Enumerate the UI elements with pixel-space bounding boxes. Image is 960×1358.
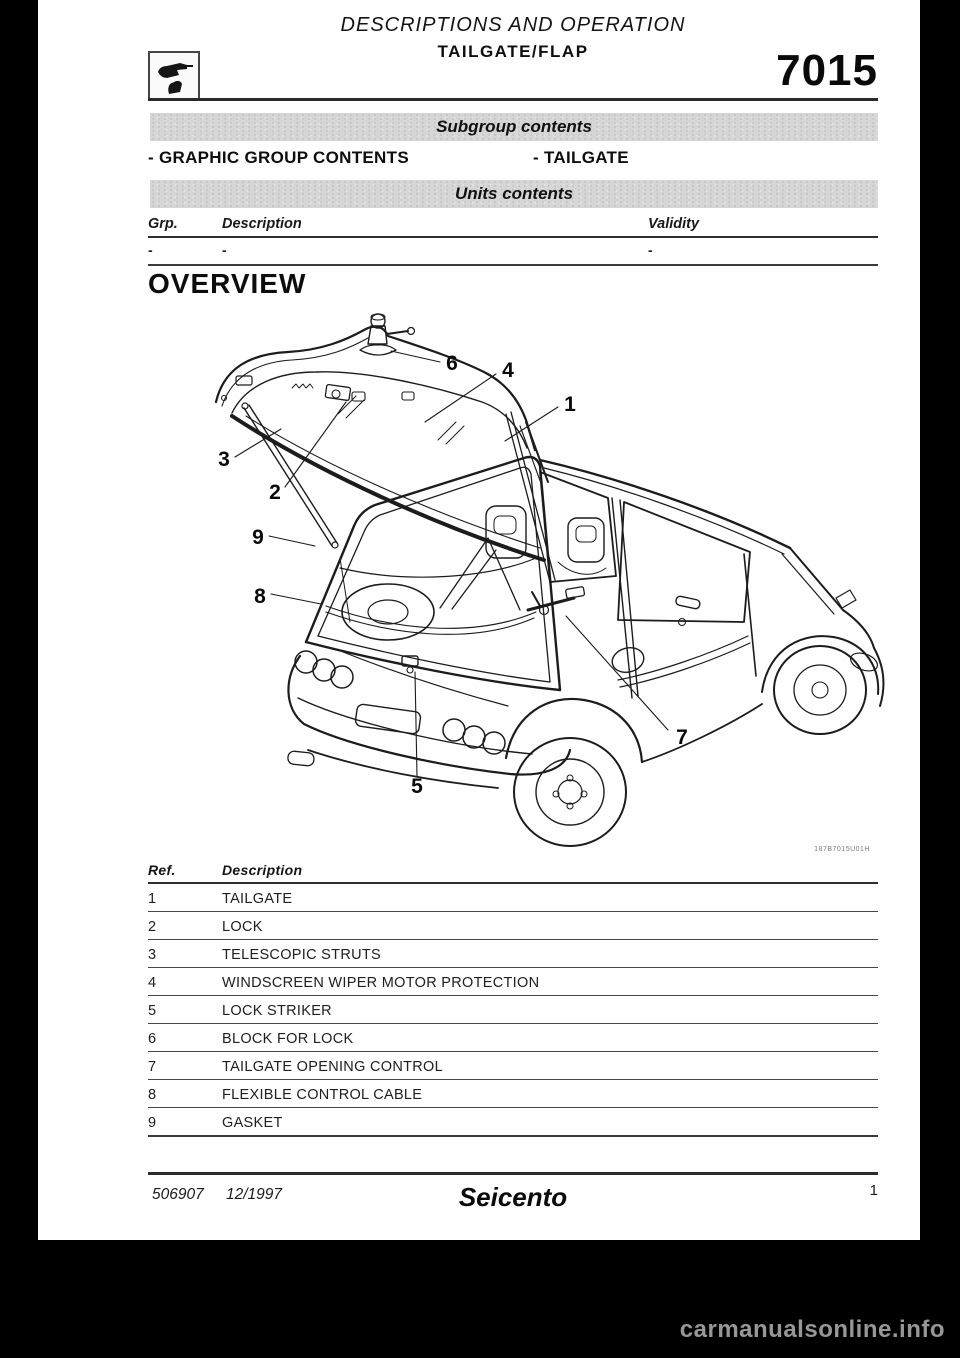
- telescopic-struts: [242, 403, 555, 582]
- ref-cell: 1: [148, 891, 157, 907]
- units-table-header: [148, 216, 878, 238]
- model-name: Seicento: [458, 1182, 568, 1212]
- hatch-opening-gasket: [306, 457, 560, 690]
- units-cell-validity: -: [648, 242, 653, 258]
- callout-4: 4: [502, 359, 514, 382]
- rear-wheel: [506, 699, 642, 846]
- ref-cell: 6: [148, 1031, 157, 1047]
- section-number: 7015: [776, 46, 878, 95]
- callout-6: 6: [446, 352, 458, 375]
- ref-cell: 5: [148, 1003, 157, 1019]
- callout-leader-lines: [235, 351, 668, 776]
- table-row: [148, 884, 878, 912]
- units-contents-title: Units contents: [454, 184, 574, 203]
- subgroup-contents-band: [150, 113, 878, 141]
- header-rule: [148, 98, 878, 101]
- parts-col-description: Description: [222, 862, 303, 878]
- block-for-lock: [360, 314, 415, 355]
- callout-7: 7: [676, 726, 688, 749]
- parts-table: [148, 856, 878, 1137]
- description-cell: BLOCK FOR LOCK: [222, 1031, 354, 1047]
- page-subtitle: TAILGATE/FLAP: [437, 42, 589, 61]
- car-diagram-svg: [188, 310, 888, 855]
- description-cell: TAILGATE: [222, 891, 293, 907]
- table-row: [148, 996, 878, 1024]
- units-cell-description: -: [222, 242, 227, 258]
- units-col-description: Description: [222, 216, 302, 232]
- side-windows-door: [540, 472, 756, 698]
- parts-col-ref: Ref.: [148, 862, 176, 878]
- description-cell: LOCK: [222, 919, 263, 935]
- callout-3: 3: [218, 448, 230, 471]
- overview-heading: OVERVIEW: [148, 268, 307, 299]
- description-cell: TELESCOPIC STRUTS: [222, 947, 381, 963]
- table-row: [148, 1052, 878, 1080]
- description-cell: FLEXIBLE CONTROL CABLE: [222, 1087, 423, 1103]
- units-col-grp: Grp.: [148, 216, 178, 232]
- units-table-row: [148, 242, 878, 265]
- table-row: [148, 1108, 878, 1137]
- description-cell: LOCK STRIKER: [222, 1003, 332, 1019]
- boot-interior: [340, 506, 536, 640]
- callout-1: 1: [564, 393, 576, 416]
- subgroup-contents-title: Subgroup contents: [436, 117, 592, 136]
- units-cell-grp: -: [148, 242, 153, 258]
- ref-cell: 8: [148, 1087, 157, 1103]
- section-divider-rule: [148, 264, 878, 266]
- units-contents-band: [150, 180, 878, 208]
- ref-cell: 4: [148, 975, 157, 991]
- callout-5: 5: [411, 775, 423, 798]
- ref-cell: 2: [148, 919, 157, 935]
- table-row: [148, 940, 878, 968]
- description-cell: WINDSCREEN WIPER MOTOR PROTECTION: [222, 975, 540, 991]
- ref-cell: 9: [148, 1115, 157, 1131]
- units-col-validity: Validity: [648, 216, 700, 232]
- ref-cell: 7: [148, 1059, 157, 1075]
- car-body-front: [540, 460, 883, 706]
- subgroup-items: [148, 148, 878, 170]
- callout-2: 2: [269, 481, 281, 504]
- page-number: 1: [869, 1182, 878, 1199]
- ref-cell: 3: [148, 947, 157, 963]
- description-cell: GASKET: [222, 1115, 283, 1131]
- page-footer: [148, 1182, 878, 1212]
- description-cell: TAILGATE OPENING CONTROL: [222, 1059, 443, 1075]
- watermark-text: carmanualsonline.info: [679, 1316, 945, 1343]
- section-icon-box: [148, 51, 200, 101]
- document-code: 506907: [152, 1186, 204, 1203]
- tailgate-lock: [325, 384, 414, 401]
- table-row: [148, 968, 878, 996]
- document-page: [38, 0, 920, 1240]
- callout-8: 8: [254, 585, 266, 608]
- opening-control-and-cable: [326, 586, 585, 634]
- table-row: [148, 912, 878, 940]
- parts-table-header: [148, 856, 878, 884]
- callout-9: 9: [252, 526, 264, 549]
- overview-figure: [188, 310, 888, 855]
- subgroup-item-tailgate: - TAILGATE: [533, 148, 629, 167]
- subgroup-item-graphic-group-contents: - GRAPHIC GROUP CONTENTS: [148, 148, 409, 167]
- bodywork-symbol-icon: [154, 57, 194, 95]
- figure-reference-code: 187B7015U01H: [814, 846, 870, 853]
- page-title: DESCRIPTIONS AND OPERATION: [340, 14, 686, 36]
- table-row: [148, 1024, 878, 1052]
- footer-rule: [148, 1172, 878, 1175]
- document-date: 12/1997: [226, 1186, 283, 1203]
- table-row: [148, 1080, 878, 1108]
